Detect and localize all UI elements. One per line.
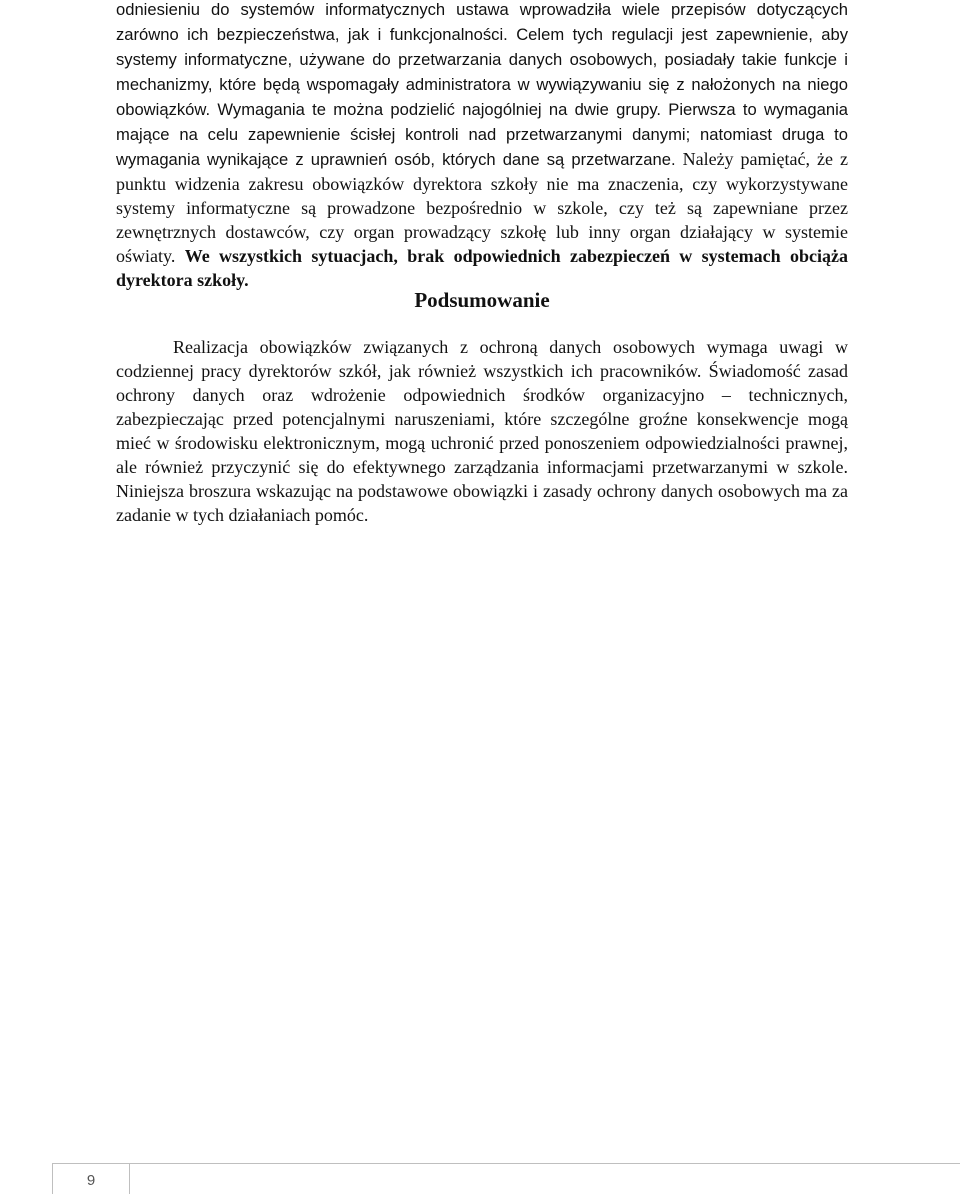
- paragraph-text-sans: odniesieniu do systemów informatycznych ustawa wprowadziła wiele przepisów dotyczących zarówno ich bezpieczeństwa, jak i funkcjonalności. Celem tych regulacji jest zapewnienie, aby systemy informatyczne, używane do przetwarzania danych osobowych, posiadały takie funkcje i mechanizmy, które będą wspomagały administratora w wywiązywaniu się z nałożonych na niego obowiązków. Wymagania te można podzielić najogólniej na dwie grupy. Pierwsza to wymagania mające na celu zapewnienie ścisłej kontroli nad przetwarzanymi danymi; natomiast druga to wymagania wynikające z uprawnień osób, których dane są przetwarzane.: [116, 0, 848, 169]
- paragraph-text-bold: We wszystkich sytuacjach, brak odpowiednich zabezpieczeń w systemach obciąża dyrektora szkoły.: [116, 246, 848, 290]
- document-page: [116, 0, 848, 525]
- page-number: 9: [86, 1172, 96, 1189]
- body-paragraph: [116, 0, 848, 292]
- summary-paragraph: Realizacja obowiązków związanych z ochroną danych osobowych wymaga uwagi w codziennej pracy dyrektorów szkół, jak również wszystkich ich pracowników. Świadomość zasad ochrony danych oraz wdrożenie odpowiednich środków organizacyjno – technicznych, zabezpieczając przed potencjalnymi naruszeniami, które szczególne groźne konsekwencje mogą mieć w środowisku elektronicznym, mogą uchronić przed ponoszeniem odpowiedzialności prawnej, ale również przyczynić się do efektywnego zarządzania informacjami przetwarzanymi w szkole. Niniejsza broszura wskazując na podstawowe obowiązki i zasady ochrony danych osobowych ma za zadanie w tych działaniach pomóc.: [116, 337, 848, 525]
- paragraph-text-serif: Należy pamiętać, że z punktu widzenia zakresu obowiązków dyrektora szkoły nie ma znaczenia, czy wykorzystywane systemy informatyczne są prowadzone bezpośrednio w szkole, czy też są zapewniane przez zewnętrznych dostawców, czy organ prowadzący szkołę lub inny organ działający w systemie oświaty.: [116, 149, 848, 266]
- footer-divider: [128, 1163, 960, 1164]
- section-heading: Podsumowanie: [414, 288, 550, 312]
